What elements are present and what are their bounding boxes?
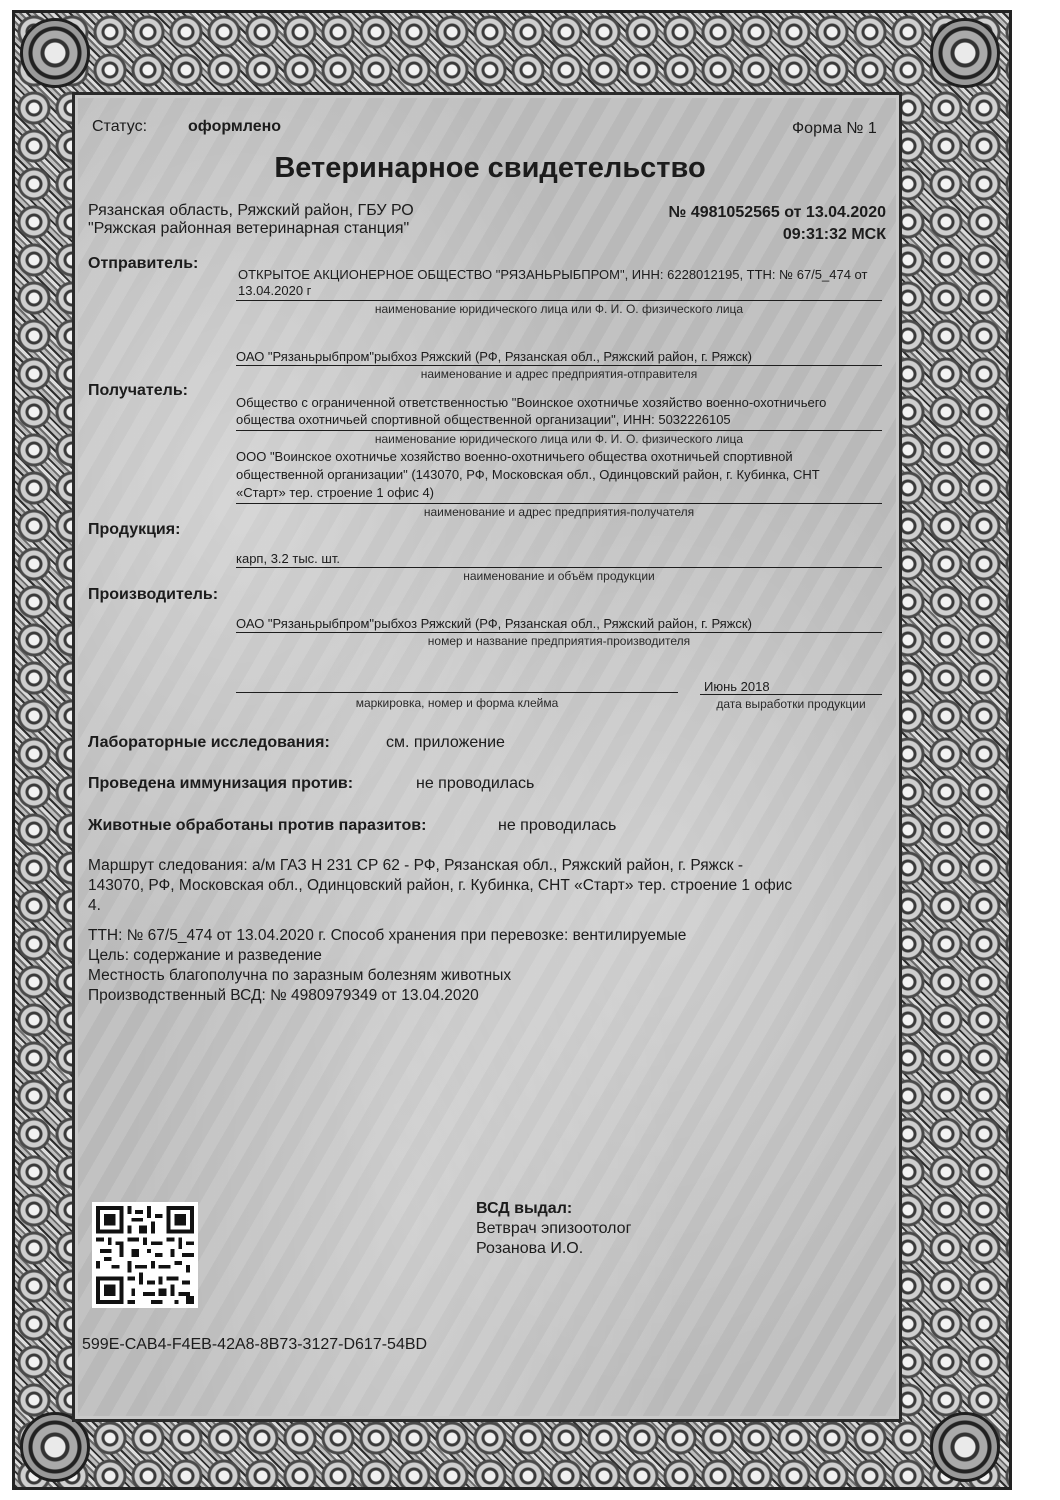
divider (236, 692, 678, 693)
status-value: оформлено (188, 118, 282, 135)
recipient-enterprise-caption: наименование и адрес предприятия-получателя (423, 505, 695, 519)
product-label: Продукция: (88, 521, 181, 538)
divider (236, 300, 882, 301)
product-caption: наименование и объём продукции (463, 569, 655, 583)
document-number: № 4981052565 от 13.04.2020 (668, 204, 886, 221)
status-label: Статус: (92, 118, 148, 135)
locality-line: Местность благополучна по заразным болезням животных (88, 967, 512, 984)
divider (236, 503, 882, 504)
sender-name-line-1: ОТКРЫТОЕ АКЦИОНЕРНОЕ ОБЩЕСТВО "РЯЗАНЬРЫБПРОМ", ИНН: 6228012195, ТТН: № 67/5_474 от (238, 267, 868, 282)
producer-caption: номер и название предприятия-производителя (427, 634, 691, 648)
lab-value: см. приложение (386, 734, 505, 751)
recipient-name-line-2: общества охотничьей спортивной общественной организации", ИНН: 5032226105 (236, 412, 731, 427)
production-vsd-line: Производственный ВСД: № 4980979349 от 13.04.2020 (88, 987, 479, 1004)
producer-label: Производитель: (88, 586, 219, 603)
divider (236, 567, 882, 568)
sender-label: Отправитель: (88, 255, 199, 272)
vsd-issued-label: ВСД выдал: (476, 1200, 573, 1217)
sender-name-line-2: 13.04.2020 г (238, 283, 312, 298)
page-title: Ветеринарное свидетельство (274, 152, 706, 184)
divider (236, 365, 882, 366)
production-date: Июнь 2018 (704, 679, 770, 694)
issuer-name: Розанова И.О. (476, 1240, 584, 1257)
document-guid: 599E-CAB4-F4EB-42A8-8B73-3127-D617-54BD (82, 1336, 428, 1353)
route-line-2: 143070, РФ, Московская обл., Одинцовский район, г. Кубинка, СНТ «Старт» тер. строение 1 офис (88, 877, 793, 894)
qr-code-icon (92, 1202, 198, 1308)
sender-enterprise-caption: наименование и адрес предприятия-отправителя (420, 367, 698, 381)
ttn-line: ТТН: № 67/5_474 от 13.04.2020 г. Способ хранения при перевозке: вентилируемые (88, 927, 687, 944)
document-time: 09:31:32 МСК (782, 226, 886, 243)
lab-label: Лабораторные исследования: (88, 734, 330, 751)
route-line-3: 4. (88, 897, 101, 914)
issuer-position: Ветврач эпизоотолог (476, 1220, 632, 1237)
parasites-value: не проводилась (498, 817, 617, 834)
purpose-line: Цель: содержание и разведение (88, 947, 322, 964)
divider (236, 632, 882, 633)
producer-value: ОАО "Рязаньрыбпром"рыбхоз Ряжский (РФ, Рязанская обл., Ряжский район, г. Ряжск) (236, 616, 752, 631)
sender-enterprise: ОАО "Рязаньрыбпром"рыбхоз Ряжский (РФ, Рязанская обл., Ряжский район, г. Ряжск) (236, 349, 752, 364)
recipient-enterprise-line-3: «Старт» тер. строение 1 офис 4) (236, 485, 435, 500)
recipient-name-line-1: Общество с ограниченной ответственностью "Воинское охотничье хозяйство военно-охотничьего (236, 395, 827, 410)
marking-caption: маркировка, номер и форма клейма (355, 696, 559, 710)
form-number: Форма № 1 (792, 120, 877, 137)
immunization-value: не проводилась (416, 775, 535, 792)
immunization-label: Проведена иммунизация против: (88, 775, 354, 792)
recipient-enterprise-line-1: ООО "Воинское охотничье хозяйство военно-охотничьего общества охотничьей спортивной (236, 449, 793, 464)
recipient-enterprise-line-2: общественной организации" (143070, РФ, Московская обл., Одинцовский район, г. Кубинка, СНТ (236, 467, 820, 482)
divider (700, 694, 882, 695)
divider (236, 430, 882, 431)
recipient-name-caption: наименование юридического лица или Ф. И. О. физического лица (374, 432, 744, 446)
sender-name-caption: наименование юридического лица или Ф. И. О. физического лица (374, 302, 744, 316)
issuer-line-2: "Ряжская районная ветеринарная станция" (88, 220, 410, 237)
route-line-1: Маршрут следования: а/м ГАЗ Н 231 СР 62 - РФ, Рязанская обл., Ряжский район, г. Ряжск - (88, 857, 744, 874)
product-value: карп, 3.2 тыс. шт. (236, 551, 340, 566)
recipient-label: Получатель: (88, 382, 188, 399)
parasites-label: Животные обработаны против паразитов: (88, 817, 427, 834)
production-date-caption: дата выработки продукции (716, 697, 866, 711)
issuer-line-1: Рязанская область, Ряжский район, ГБУ РО (88, 202, 414, 219)
